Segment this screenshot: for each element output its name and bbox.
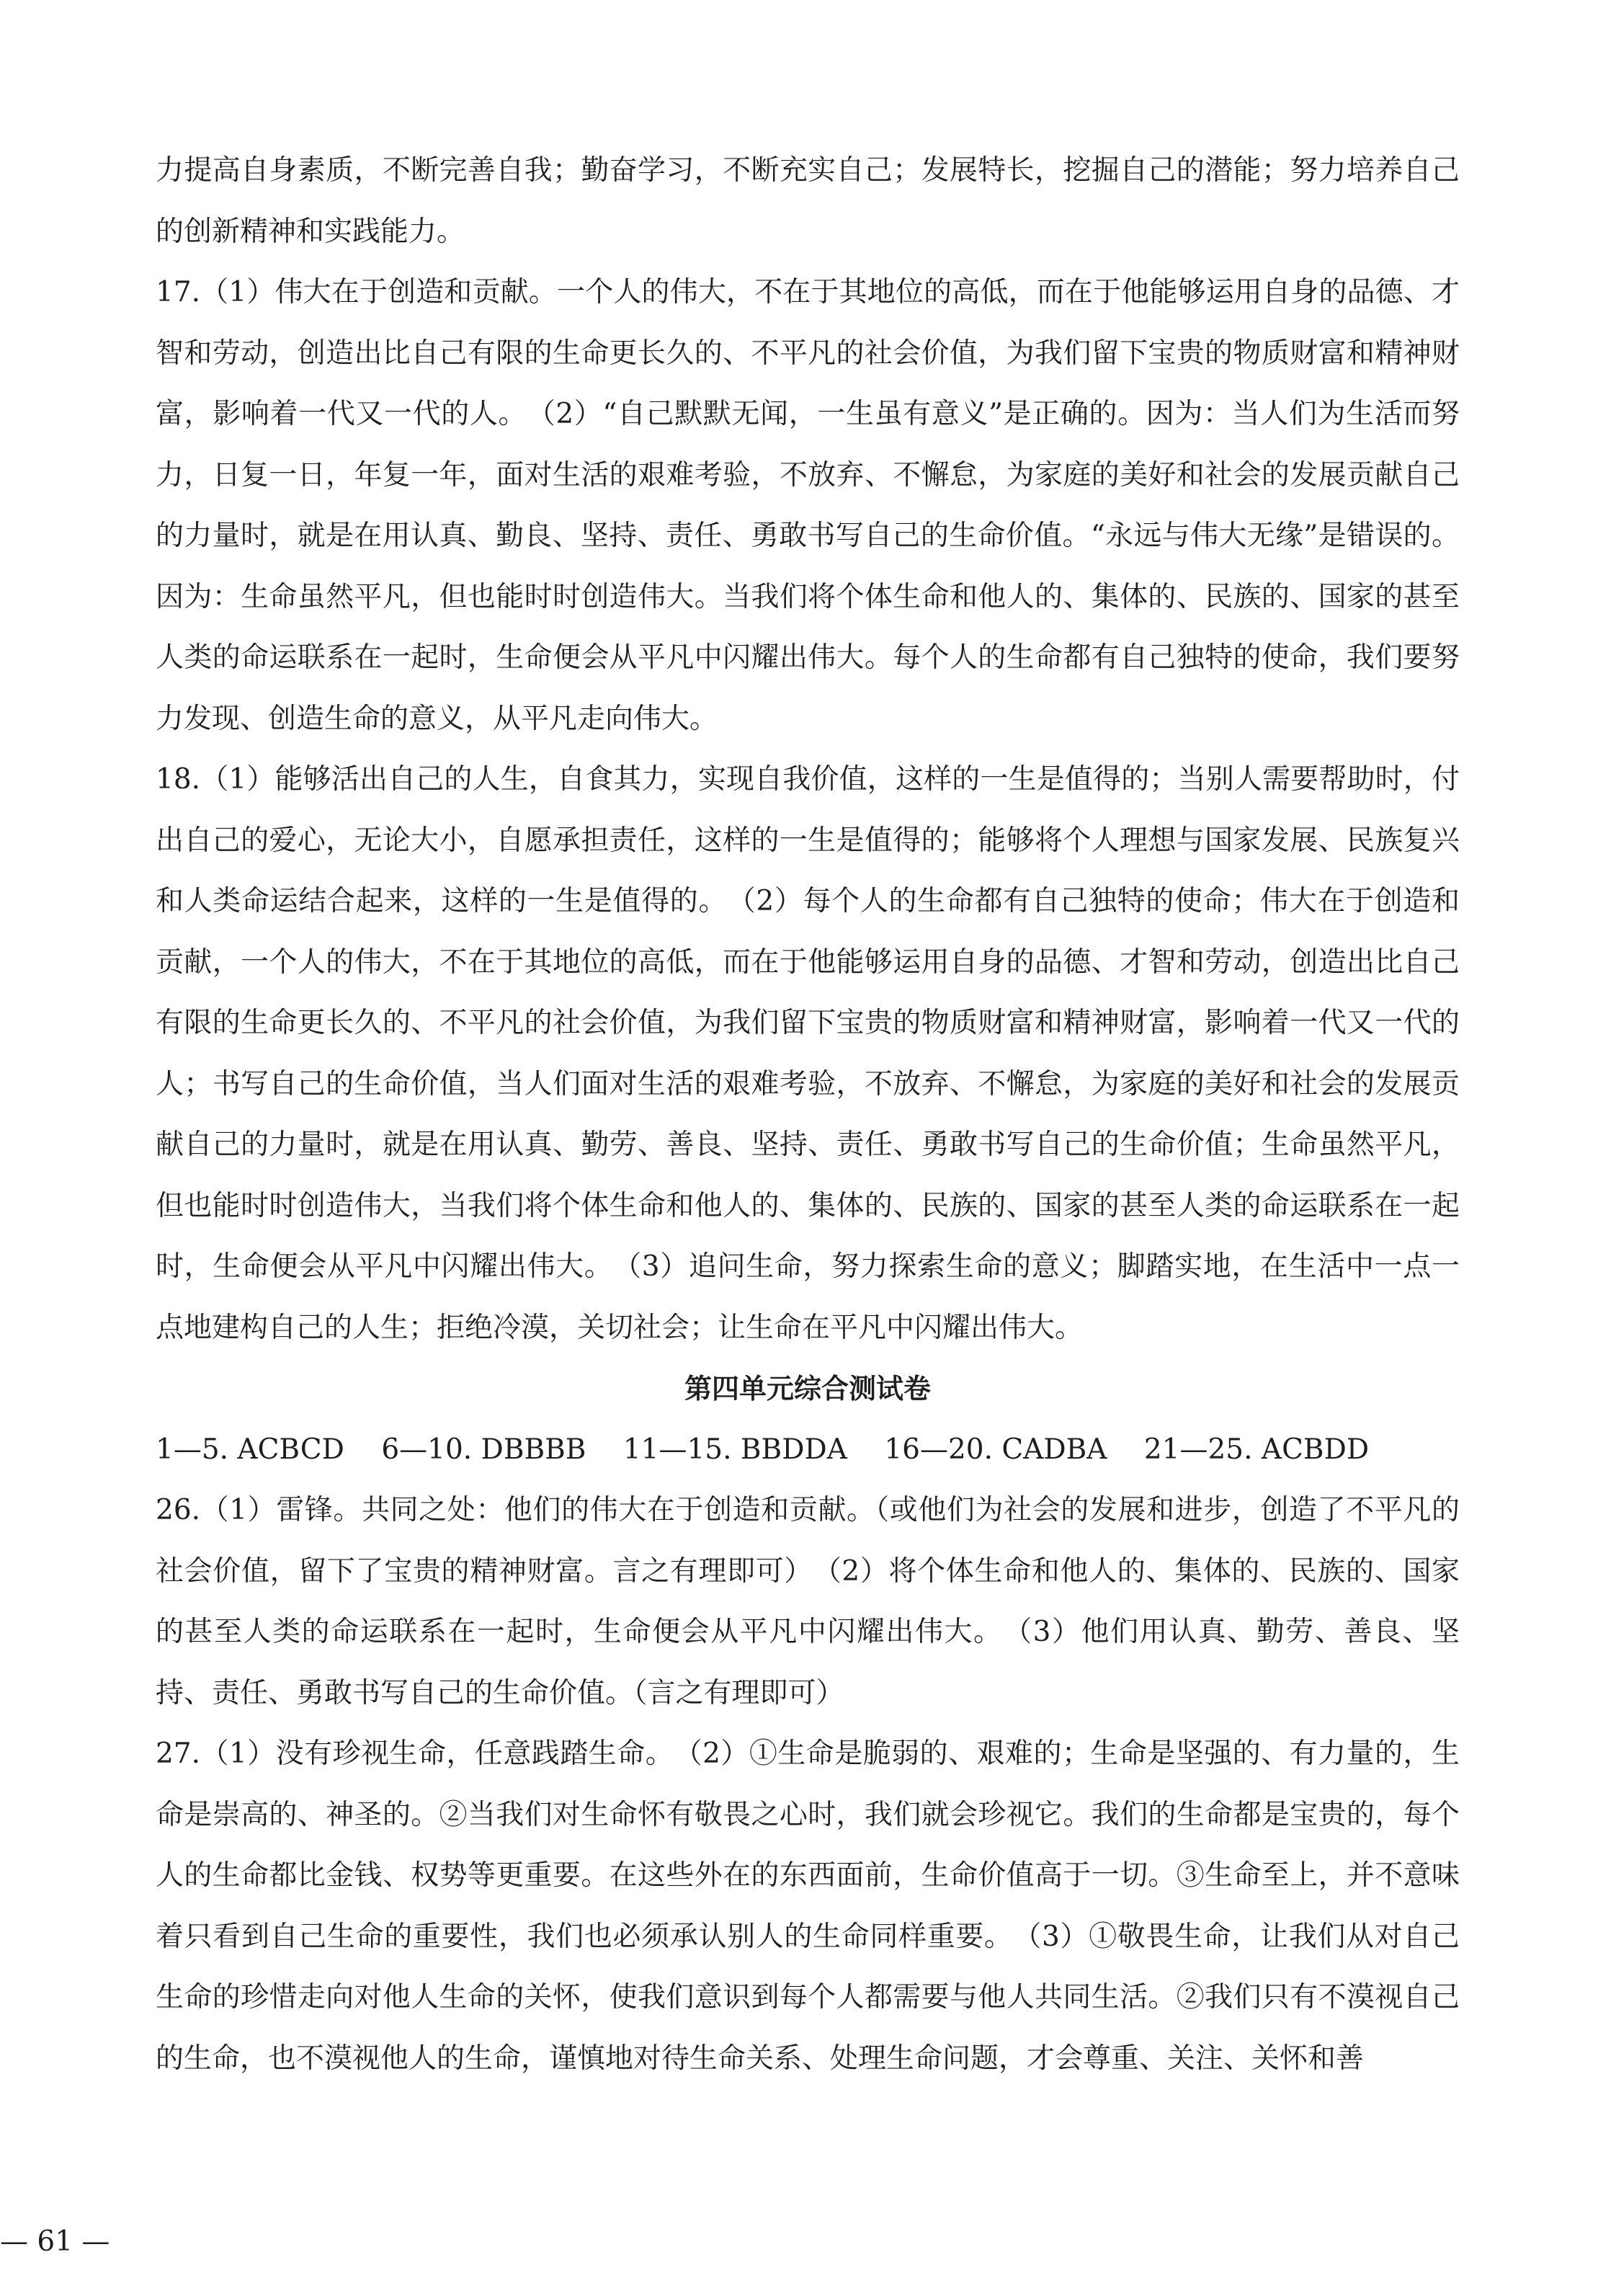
page-number: — 61 — [0, 2225, 110, 2258]
answer-17: 17.（1）伟大在于创造和贡献。一个人的伟大，不在于其地位的高低，而在于他能够运用自身的品德、才智和劳动，创造出比自己有限的生命更长久的、不平凡的社会价值，为我们留下宝贵的物质财富和精神财富，影响着一代又一代的人。 （2）“自己默默无闻，一生虽有意义”是正确的。因为：当人们为生活而努力，日复一日，年复一年，面对生活的艰难考验，不放弃、不懈怠，为家庭的美好和社会的发展贡献自己的力量时，就是在用认真、勤良、坚持、责任、勇敢书写自己的生命价值。“永远与伟大无缘”是错误的。因为：生命虽然平凡，但也能时时创造伟大。当我们将个体生命和他人的、集体的、民族的、国家的甚至人类的命运联系在一起时，生命便会从平凡中闪耀出伟大。每个人的生命都有自己独特的使命，我们要努力发现、创造生命的意义，从平凡走向伟大。 [156, 276, 1460, 735]
section-title: 第四单元综合测试卷 [684, 1373, 931, 1405]
answer-27: 27.（1）没有珍视生命，任意践踏生命。 （2）①生命是脆弱的、艰难的；生命是坚强的、有力量的，生命是崇高的、神圣的。②当我们对生命怀有敬畏之心时，我们就会珍视它。我们的生命都是宝贵的，每个人的生命都比金钱、权势等更重要。在这些外在的东西面前，生命价值高于一切。③生命至上，并不意味着只看到自己生命的重要性，我们也必须承认别人的生命同样重要。 （3）①敬畏生命，让我们从对自己生命的珍惜走向对他人生命的关怀，使我们意识到每个人都需要与他人共同生活。②我们只有不漠视自己的生命，也不漠视他人的生命，谨慎地对待生命关系、处理生命问题，才会尊重、关注、关怀和善 [156, 1737, 1460, 2075]
page-content [156, 141, 1460, 2089]
paragraph-continuation: 力提高自身素质，不断完善自我；勤奋学习，不断充实自己；发展特长，挖掘自己的潜能；努力培养自己的创新精神和实践能力。 [156, 154, 1460, 248]
answer-26: 26.（1）雷锋。共同之处：他们的伟大在于创造和贡献。（或他们为社会的发展和进步，创造了不平凡的社会价值，留下了宝贵的精神财富。言之有理即可） （2）将个体生命和他人的、集体的、民族的、国家的甚至人类的命运联系在一起时，生命便会从平凡中闪耀出伟大。 （3）他们用认真、勤劳、善良、坚持、责任、勇敢书写自己的生命价值。（言之有理即可） [156, 1494, 1460, 1709]
multiple-choice-answers: 1—5. ACBCD 6—10. DBBBB 11—15. BBDDA 16—20. CADBA 21—25. ACBDD [156, 1433, 1370, 1466]
answer-18: 18.（1）能够活出自己的人生，自食其力，实现自我价值，这样的一生是值得的；当别人需要帮助时，付出自己的爱心，无论大小，自愿承担责任，这样的一生是值得的；能够将个人理想与国家发展、民族复兴和人类命运结合起来，这样的一生是值得的。 （2）每个人的生命都有自己独特的使命；伟大在于创造和贡献，一个人的伟大，不在于其地位的高低，而在于他能够运用自身的品德、才智和劳动，创造出比自己有限的生命更长久的、不平凡的社会价值，为我们留下宝贵的物质财富和精神财富，影响着一代又一代的人；书写自己的生命价值，当人们面对生活的艰难考验，不放弃、不懈怠，为家庭的美好和社会的发展贡献自己的力量时，就是在用认真、勤劳、善良、坚持、责任、勇敢书写自己的生命价值；生命虽然平凡，但也能时时创造伟大，当我们将个体生命和他人的、集体的、民族的、国家的甚至人类的命运联系在一起时，生命便会从平凡中闪耀出伟大。 （3）追问生命，努力探索生命的意义；脚踏实地，在生活中一点一点地建构自己的人生；拒绝冷漠，关切社会；让生命在平凡中闪耀出伟大。 [156, 763, 1460, 1344]
